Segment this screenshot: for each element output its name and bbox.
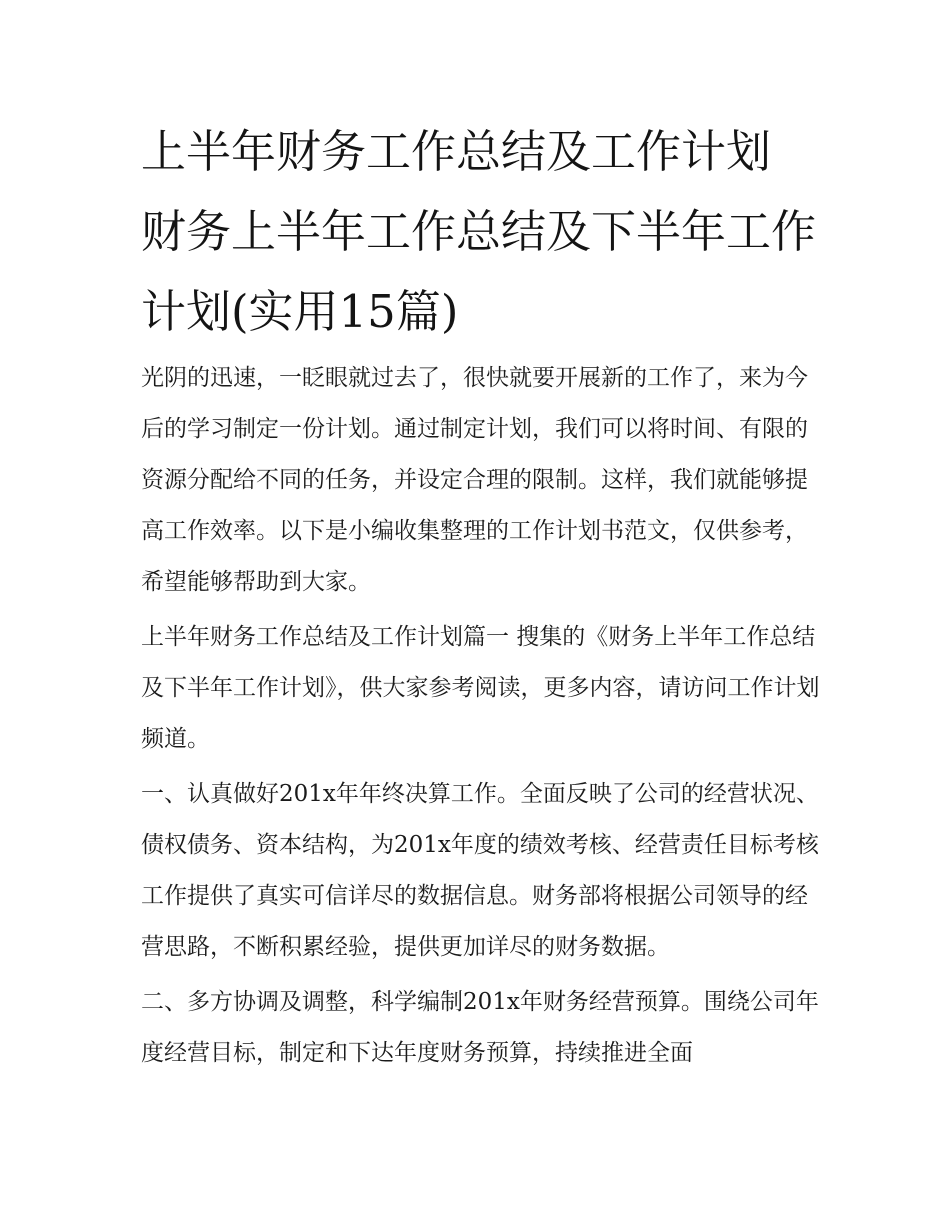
paragraph-item-two: 二、多方协调及调整，科学编制201x年财务经营预算。围绕公司年度经营目标，制定和下达年度财务预算，持续推进全面 (141, 989, 819, 1066)
paragraph-item-one: 一、认真做好201x年年终决算工作。全面反映了公司的经营状况、债权债务、资本结构，为201x年度的绩效考核、经营责任目标考核工作提供了真实可信详尽的数据信息。财务部将根据公司领导的经营思路，不断积累经验，提供更加详尽的财务数据。 (141, 781, 819, 960)
document-title: 上半年财务工作总结及工作计划 财务上半年工作总结及下半年工作计划(实用15篇) (141, 125, 817, 338)
paragraph-section-one-intro: 上半年财务工作总结及工作计划篇一 搜集的《财务上半年工作总结及下半年工作计划》，供大家参考阅读，更多内容，请访问工作计划频道。 (141, 624, 820, 752)
document-body (141, 353, 821, 1083)
paragraph-intro: 光阴的迅速，一眨眼就过去了，很快就要开展新的工作了，来为今后的学习制定一份计划。通过制定计划，我们可以将时间、有限的资源分配给不同的任务，并设定合理的限制。这样，我们就能够提高工作效率。以下是小编收集整理的工作计划书范文，仅供参考，希望能够帮助到大家。 (141, 365, 808, 595)
